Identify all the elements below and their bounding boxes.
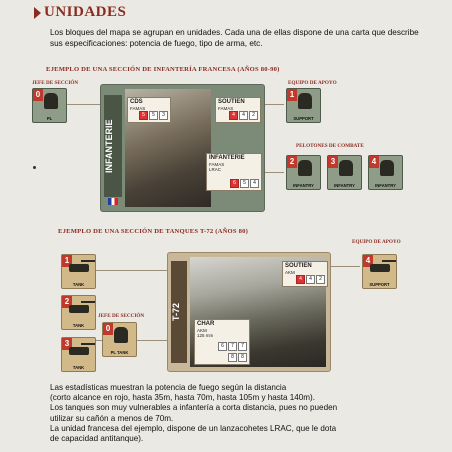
connector-line: [262, 172, 284, 173]
explanation-line: (corto alcance en rojo, hasta 35m, hasta 70m, hasta 105m y hasta 140m).: [50, 393, 315, 403]
vehicle-icon: [370, 264, 390, 272]
counter-number: 4: [363, 255, 373, 267]
stat-value: 4: [306, 275, 315, 284]
stat-value: 5: [149, 111, 158, 120]
stat-values: [139, 111, 168, 120]
stat-value: 4: [296, 275, 305, 284]
stat-cds: [127, 97, 171, 123]
page-heading: UNIDADES: [44, 4, 127, 20]
tank-support-label: EQUIPO DE APOYO: [352, 239, 401, 245]
infantry-squads-label: PELOTONES DE COMBATE: [296, 143, 364, 149]
stat-title: CDS: [130, 99, 143, 105]
soldier-icon: [298, 93, 312, 109]
stat-value: 5: [240, 179, 249, 188]
counter-caption: INFANTRY: [334, 183, 355, 188]
stat-value: 8: [238, 353, 247, 362]
counter-tank-2: [61, 295, 96, 330]
stat-soutien: [215, 97, 261, 123]
counter-caption: TANK: [72, 282, 85, 287]
stat-char: [194, 319, 250, 365]
tank-unit-card: [167, 252, 331, 372]
tank-section-title: EJEMPLO DE UNA SECCIÓN DE TANQUES T-72 (AÑOS 80): [58, 228, 248, 235]
stat-weapon-secondary: LRAC: [209, 167, 222, 172]
stat-gun: 125 mm: [197, 333, 214, 338]
stat-value: 2: [316, 275, 325, 284]
tank-card-title: T-72: [171, 261, 187, 363]
counter-caption: INFANTRY: [293, 183, 314, 188]
counter-number: 0: [103, 323, 113, 335]
connector-line: [96, 270, 168, 271]
connector-line: [328, 266, 360, 267]
tank-leader-label: JEFE DE SECCIÓN: [98, 313, 145, 319]
counter-number: 1: [62, 255, 72, 267]
explanation-line: de capacidad antitanque).: [50, 434, 144, 444]
counter-caption: TANK: [72, 323, 85, 328]
counter-number: 3: [328, 156, 338, 168]
counter-caption: PL TANK: [110, 350, 129, 355]
stat-value: 7: [238, 342, 247, 351]
infantry-unit-card: [100, 84, 265, 212]
soldier-icon: [114, 327, 128, 343]
infantry-leader-label: JEFE DE SECCIÓN: [32, 80, 79, 86]
counter-caption: TANK: [72, 365, 85, 370]
stat-value: 4: [229, 111, 238, 120]
stat-values: [229, 111, 258, 120]
tank-icon: [69, 347, 89, 355]
stat-weapon: AKM: [285, 270, 295, 275]
stat-weapon: FAMAS: [218, 106, 234, 111]
counter-number: 0: [33, 89, 43, 101]
infantry-card-title: INFANTERIE: [104, 95, 122, 197]
stat-title: CHAR: [197, 321, 215, 327]
tank-icon: [69, 264, 89, 272]
counter-infantry-leader: [32, 88, 67, 123]
margin-dot: [33, 166, 36, 169]
counter-caption: INFANTRY: [375, 183, 396, 188]
stat-weapon: FAMAS: [130, 106, 146, 111]
stat-value: 7: [228, 342, 237, 351]
counter-tank-support: [362, 254, 397, 289]
stat-values: [218, 342, 247, 351]
stat-value: 8: [228, 353, 237, 362]
counter-caption: SUPPORT: [293, 116, 314, 121]
counter-infantry-squad-2: [286, 155, 321, 190]
stat-soutien-tank: [282, 261, 328, 287]
france-flag-icon: [108, 198, 118, 205]
stat-weapon: FAMAS: [209, 162, 225, 167]
counter-infantry-squad-3: [327, 155, 362, 190]
stat-values: [230, 179, 259, 188]
stat-values: [296, 275, 325, 284]
intro-paragraph: Los bloques del mapa se agrupan en unidades. Cada una de ellas dispone de una carta que describe sus especificaciones: potencia de fuego, tipo de arma, etc.: [50, 28, 419, 48]
soldier-icon: [380, 160, 394, 176]
counter-number: 2: [287, 156, 297, 168]
stat-title: INFANTERIE: [209, 155, 245, 161]
counter-infantry-squad-4: [368, 155, 403, 190]
soldier-icon: [298, 160, 312, 176]
counter-caption: PL: [46, 116, 53, 121]
counter-infantry-support: [286, 88, 321, 123]
infantry-support-label: EQUIPO DE APOYO: [288, 80, 337, 86]
connector-line: [262, 104, 284, 105]
tank-icon: [69, 305, 89, 313]
stat-infanterie: [206, 153, 262, 191]
stat-value: 3: [159, 111, 168, 120]
counter-tank-leader: [102, 322, 137, 357]
infantry-section-title: EJEMPLO DE UNA SECCIÓN DE INFANTERÍA FRANCESA (AÑOS 80-90): [46, 66, 280, 73]
stat-value: 6: [218, 342, 227, 351]
explanation-line: utilizar su cañón a menos de 70m.: [50, 413, 174, 423]
explanation-line: La unidad francesa del ejemplo, dispone de un lanzacohetes LRAC, que le dota: [50, 423, 337, 433]
soldier-icon: [44, 93, 58, 109]
explanation-text: [50, 383, 445, 444]
explanation-line: Los tanques son muy vulnerables a infantería a corta distancia, pues no pueden: [50, 403, 338, 413]
soldier-icon: [339, 160, 353, 176]
heading-arrow-icon: [34, 7, 41, 19]
counter-tank-3: [61, 337, 96, 372]
counter-number: 3: [62, 338, 72, 350]
counter-number: 4: [369, 156, 379, 168]
stat-value: 5: [139, 111, 148, 120]
stat-value: 6: [230, 179, 239, 188]
stat-title: SOUTIEN: [285, 263, 312, 269]
counter-tank-1: [61, 254, 96, 289]
stat-weapon: AKM: [197, 328, 207, 333]
stat-value: 2: [249, 111, 258, 120]
stat-values-gun: [228, 353, 247, 362]
stat-value: 4: [250, 179, 259, 188]
explanation-line: Las estadísticas muestran la potencia de fuego según la distancia: [50, 383, 287, 392]
stat-value: 4: [239, 111, 248, 120]
connector-line: [65, 104, 101, 105]
counter-caption: SUPPORT: [369, 282, 390, 287]
stat-title: SOUTIEN: [218, 99, 245, 105]
counter-number: 1: [287, 89, 297, 101]
counter-number: 2: [62, 296, 72, 308]
